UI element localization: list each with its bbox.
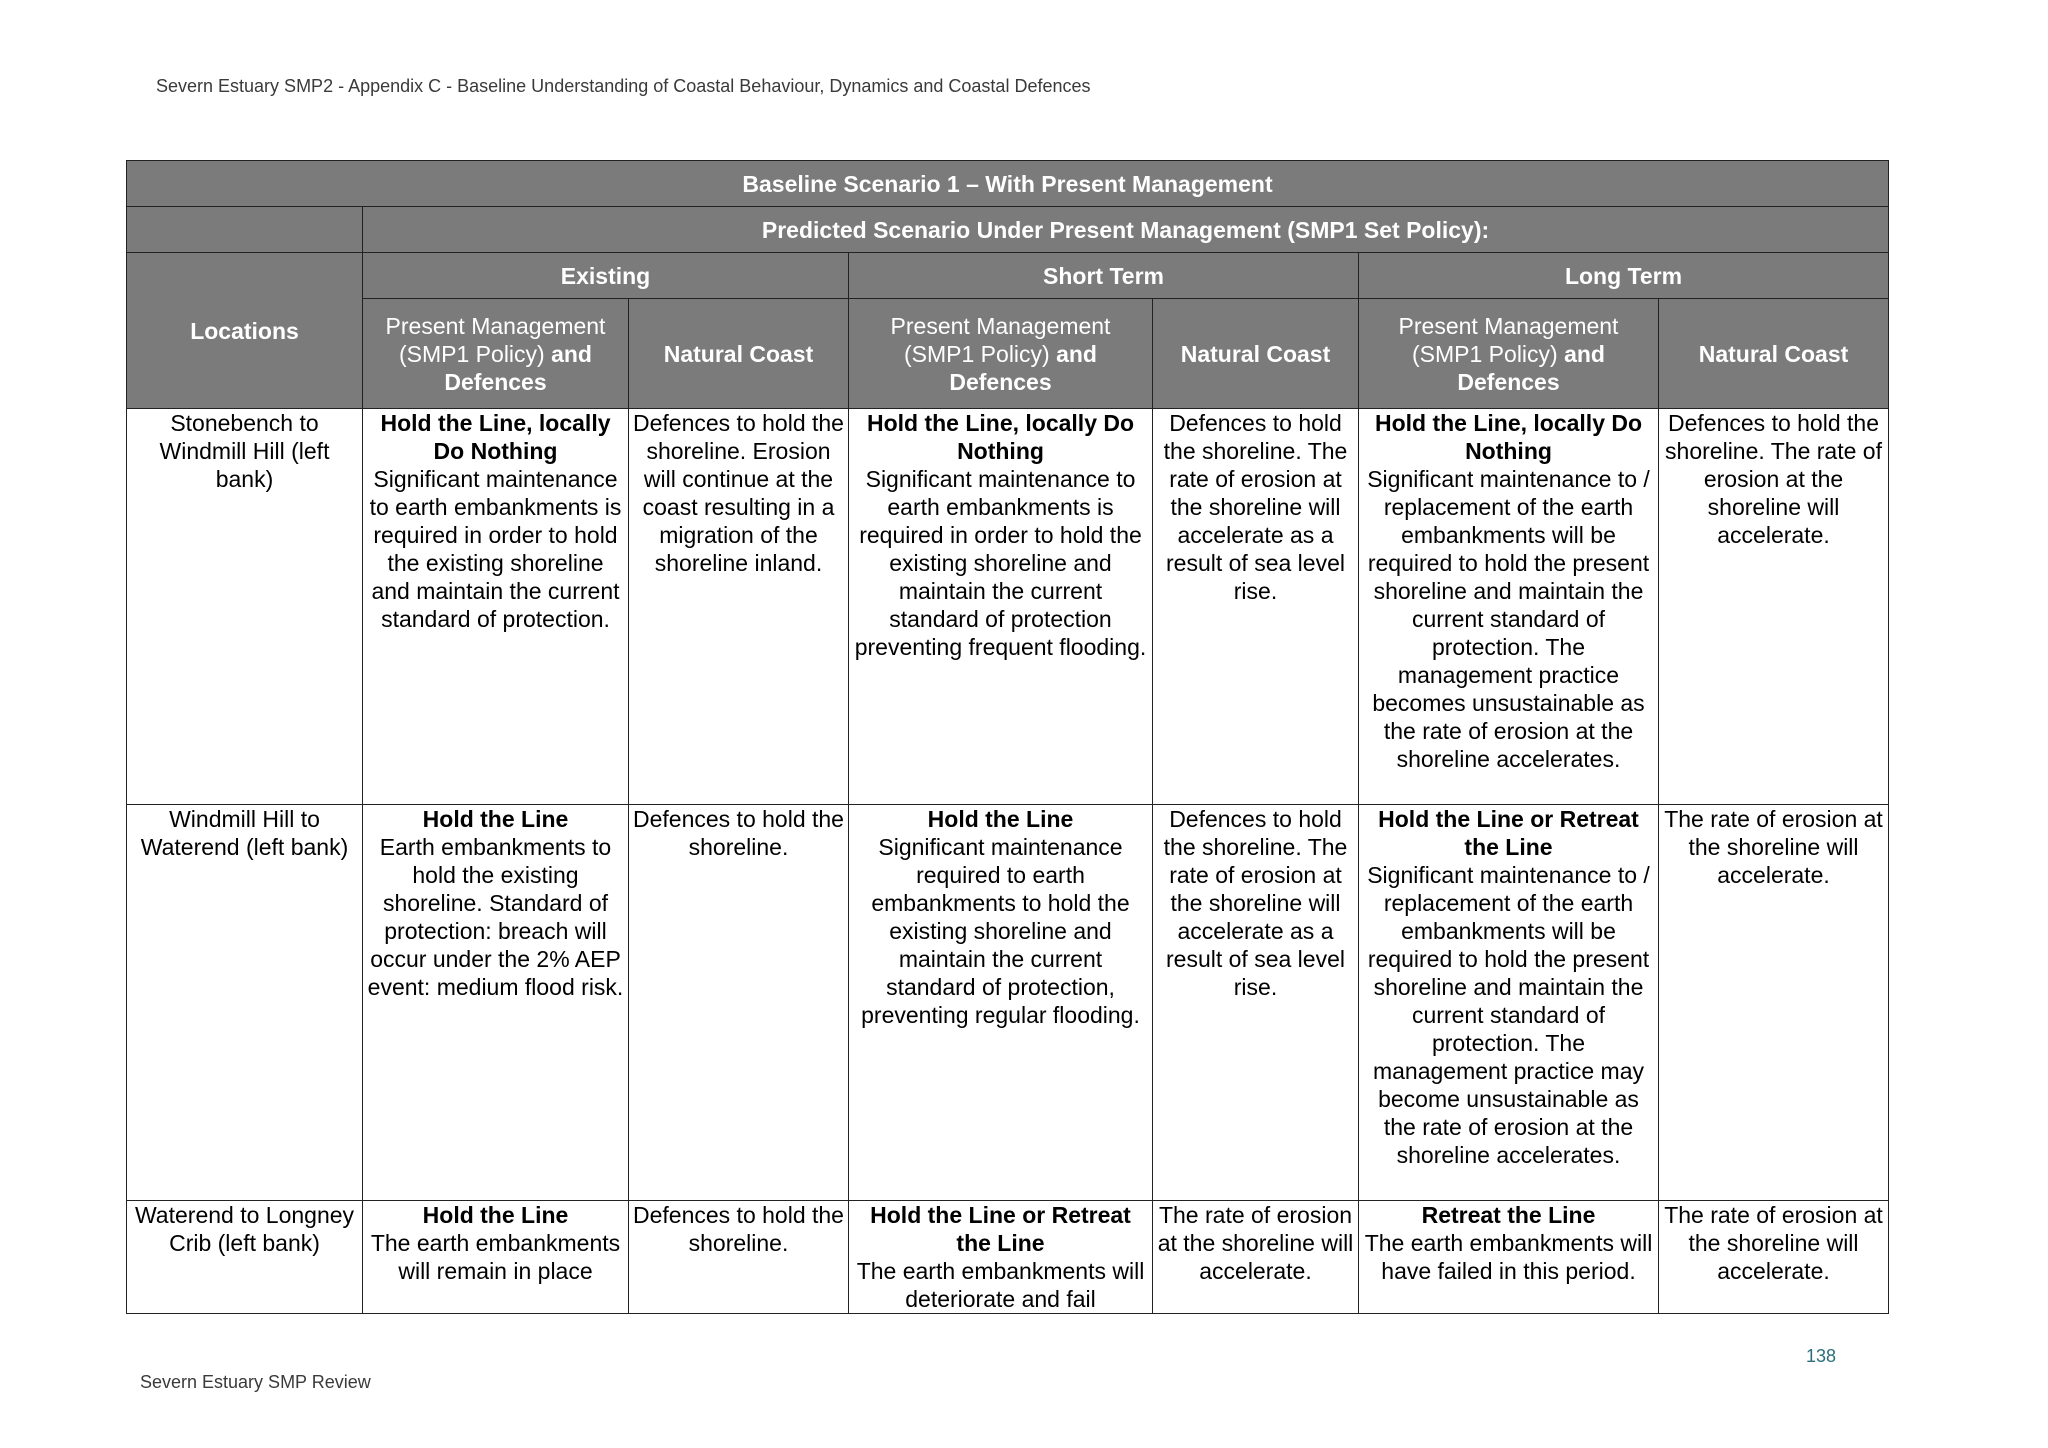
policy-description: Earth embankments to hold the existing shoreline. Standard of protection: breach will occur under the 2% AEP event: medium flood risk.	[367, 834, 624, 1000]
present-management-cell	[849, 1201, 1153, 1314]
present-management-header: Present Management (SMP1 Policy) and Defences	[1359, 299, 1659, 409]
location-cell: Windmill Hill to Waterend (left bank)	[127, 805, 363, 1201]
location-cell: Stonebench to Windmill Hill (left bank)	[127, 409, 363, 805]
present-management-cell	[849, 805, 1153, 1201]
policy-description: Significant maintenance to earth embankments is required in order to hold the existing shoreline and maintain the current standard of protection.	[369, 466, 622, 632]
natural-coast-cell: The rate of erosion at the shoreline will accelerate.	[1659, 1201, 1889, 1314]
policy-description: The earth embankments will have failed in this period.	[1364, 1230, 1653, 1284]
baseline-scenario-table	[126, 160, 1889, 1314]
epoch-long-term-header: Long Term	[1359, 253, 1889, 299]
natural-coast-cell: Defences to hold the shoreline.	[629, 1201, 849, 1314]
policy-description: Significant maintenance to / replacement of the earth embankments will be required to hold the present shoreline and maintain the current standard of protection. The management practice becomes unsustainable as the rate of erosion at the shoreline accelerates.	[1367, 466, 1650, 772]
table-subtitle: Predicted Scenario Under Present Management (SMP1 Set Policy):	[363, 207, 1889, 253]
present-management-cell	[1359, 805, 1659, 1201]
policy-label: Hold the Line, locally Do Nothing	[380, 410, 611, 464]
natural-coast-cell: Defences to hold the shoreline. Erosion will continue at the coast resulting in a migration of the shoreline inland.	[629, 409, 849, 805]
present-management-cell	[363, 805, 629, 1201]
policy-label: Retreat the Line	[1421, 1202, 1596, 1228]
policy-label: Hold the Line	[422, 1202, 569, 1228]
natural-coast-header: Natural Coast	[1659, 299, 1889, 409]
natural-coast-cell: The rate of erosion at the shoreline will accelerate.	[1153, 1201, 1359, 1314]
policy-description: Significant maintenance required to earth embankments to hold the existing shoreline and maintain the current standard of protection, preventing regular flooding.	[861, 834, 1140, 1028]
epoch-short-term-header: Short Term	[849, 253, 1359, 299]
present-management-cell	[363, 1201, 629, 1314]
policy-label: Hold the Line or Retreat the Line	[870, 1202, 1131, 1256]
policy-description: The earth embankments will deteriorate and fail	[856, 1258, 1145, 1312]
table-row	[127, 805, 1889, 1201]
running-footer: Severn Estuary SMP Review	[140, 1372, 371, 1392]
policy-description: Significant maintenance to / replacement of the earth embankments will be required to hold the present shoreline and maintain the current standard of protection. The management practice may become unsustainable as the rate of erosion at the shoreline accelerates.	[1367, 862, 1650, 1168]
table-title: Baseline Scenario 1 – With Present Management	[127, 161, 1889, 207]
policy-description: The earth embankments will remain in place	[370, 1230, 621, 1284]
present-management-cell	[1359, 409, 1659, 805]
present-management-cell	[849, 409, 1153, 805]
natural-coast-header: Natural Coast	[629, 299, 849, 409]
location-cell: Waterend to Longney Crib (left bank)	[127, 1201, 363, 1314]
natural-coast-cell: Defences to hold the shoreline. The rate of erosion at the shoreline will accelerate as a result of sea level rise.	[1153, 409, 1359, 805]
natural-coast-cell: Defences to hold the shoreline. The rate of erosion at the shoreline will accelerate as a result of sea level rise.	[1153, 805, 1359, 1201]
present-management-header: Present Management (SMP1 Policy) and Defences	[363, 299, 629, 409]
locations-header: Locations	[127, 253, 363, 409]
policy-label: Hold the Line, locally Do Nothing	[1374, 410, 1643, 464]
natural-coast-cell: Defences to hold the shoreline. The rate of erosion at the shoreline will accelerate.	[1659, 409, 1889, 805]
table-row	[127, 409, 1889, 805]
policy-label: Hold the Line, locally Do Nothing	[866, 410, 1135, 464]
present-management-cell	[363, 409, 629, 805]
natural-coast-cell: The rate of erosion at the shoreline will accelerate.	[1659, 805, 1889, 1201]
present-management-cell	[1359, 1201, 1659, 1314]
policy-description: Significant maintenance to earth embankments is required in order to hold the existing shoreline and maintain the current standard of protection preventing frequent flooding.	[854, 466, 1147, 660]
natural-coast-header: Natural Coast	[1153, 299, 1359, 409]
page-number: 138	[1806, 1346, 1837, 1366]
policy-label: Hold the Line	[927, 806, 1074, 832]
running-header: Severn Estuary SMP2 - Appendix C - Baseline Understanding of Coastal Behaviour, Dynamics and Coastal Defences	[156, 76, 1091, 96]
policy-label: Hold the Line	[422, 806, 569, 832]
policy-label: Hold the Line or Retreat the Line	[1378, 806, 1639, 860]
present-management-header: Present Management (SMP1 Policy) and Defences	[849, 299, 1153, 409]
natural-coast-cell: Defences to hold the shoreline.	[629, 805, 849, 1201]
blank-header-cell	[127, 207, 363, 253]
table-row	[127, 1201, 1889, 1314]
epoch-existing-header: Existing	[363, 253, 849, 299]
